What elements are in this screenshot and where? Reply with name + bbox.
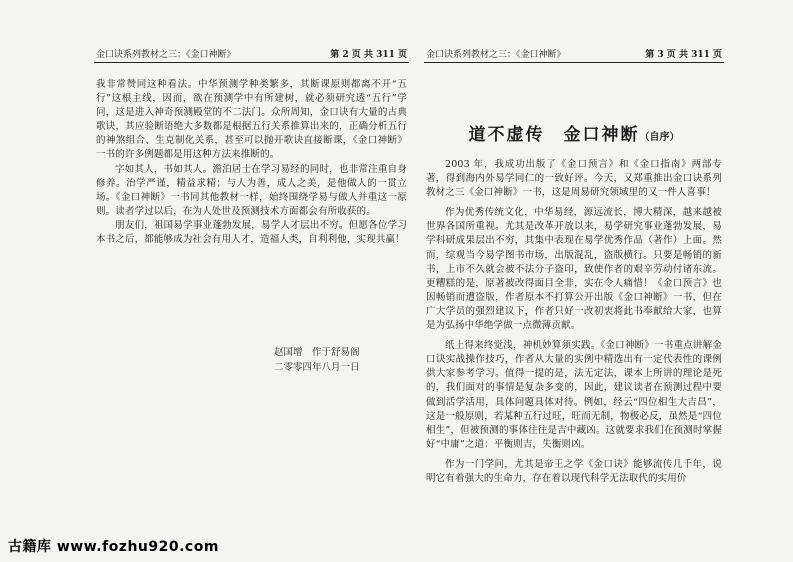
signature-date: 二零零四年八月一日 xyxy=(274,362,360,373)
preface-title xyxy=(424,120,724,145)
page-body xyxy=(426,158,722,486)
paragraph: 作为一门学问，尤其是帝王之学《金口诀》能够流传几千年，说明它有着强大的生命力，存在着以现代科学无法取代的实用价 xyxy=(426,458,722,484)
series-title: 金口诀系列教材之三：《金口神断》 xyxy=(426,50,566,60)
page-header xyxy=(424,48,724,63)
signature-block xyxy=(274,345,360,375)
paragraph: 2003 年，我成功出版了《金口预言》和《金口指南》两部专著，得到海内外易学同仁的一致好评。今天，又郑重推出金口诀系列教材之三《金口神断》一书，这是周易研究领域里的又一件人喜事！ xyxy=(426,159,722,199)
site-watermark: 古籍库 www.fozhu920.com xyxy=(8,539,219,555)
paragraph: 字如其人，书如其人。澹泊居士在学习易经的同时，也非常注重自身修养。治学严谨，精益求精；与人为善，成人之美，是他做人的一贯立场。《金口神断》一书同其他教材一样，始终围绕学易与做人并重这一原则。读者学过以后，在为人处世及预测技术方面都会有所收获的。 xyxy=(96,163,407,217)
page-number: 第 2 页 共 311 页 xyxy=(330,50,407,60)
paragraph: 朋友们，祖国易学事业蓬勃发展，易学人才层出不穷。但愿各位学习本书之后，都能够成为社会有用人才，造福人类，自利利他，实现共赢！ xyxy=(96,219,407,246)
left-page xyxy=(94,48,409,516)
paragraph: 作为优秀传统文化，中华易经，源远流长，博大精深，越来越被世界各国所重视。尤其是改革开放以来，易学研究事业蓬勃发展，易学科研成果层出不穷，其集中表现在易学优秀作品（著作）上面。然而，综观当今易学图书市场，出版混乱，盗版横行。只要是畅销的新书，上市不久就会被不法分子盗印，致使作者的艰辛劳动付诸东流。更糟糕的是，原著被改得面目全非，实在令人痛惜！《金口预言》也因畅销而遭盗版，作者原本不打算公开出版《金口神断》一书，但在广大学员的强烈建议下，作者只好一改初衷将此书奉献给大家，也算是为弘扬中华绝学做一点微薄贡献。 xyxy=(426,207,722,332)
paragraph: 纸上得来终觉浅，神机妙算须实践。《金口神断》一书重点讲解金口诀实战操作技巧，作者从大量的实例中精选出有一定代表性的课例供大家参考学习。值得一提的是，法无定法，课本上所讲的理论是死的，我们面对的事情是复杂多变的，因此，建议读者在预测过程中要做到活学活用，具体问题具体对待。例如，经云“四位相生大吉昌”，这是一般原则，若某种五行过旺，旺而无制，物极必反，虽然是“四位相生”，但被预测的事体往往是吉中藏凶。这就要求我们在预测时掌握好“中庸”之道：平衡则吉，失衡则凶。 xyxy=(426,340,722,450)
page-number: 第 3 页 共 311 页 xyxy=(645,50,722,60)
page-body xyxy=(96,78,407,247)
paragraph: 我非常赞同这种看法。中华预测学种类繁多，其断课原则都离不开“五行”这根主线，因而，欲在预测学中有所建树，就必须研究透“五行”学问，这是进入神奇预测殿堂的不二法门。众所周知，金口诀有大量的古典歌诀，其应验断语绝大多数都是根据五行关系推算出来的，正确分析五行的神煞组合、生克制化关系，甚至可以抛开歌诀直接断课，《金口神断》一书的许多例题都是用这种方法来推断的。 xyxy=(96,79,407,161)
title-main: 道不虚传 金口神断 xyxy=(468,125,640,145)
title-sub: （自序） xyxy=(639,132,680,143)
signature: 赵国增 作于舒易阁 xyxy=(274,347,360,358)
series-title: 金口诀系列教材之三：《金口神断》 xyxy=(96,50,236,60)
page-header xyxy=(94,48,409,63)
right-page xyxy=(424,48,724,516)
